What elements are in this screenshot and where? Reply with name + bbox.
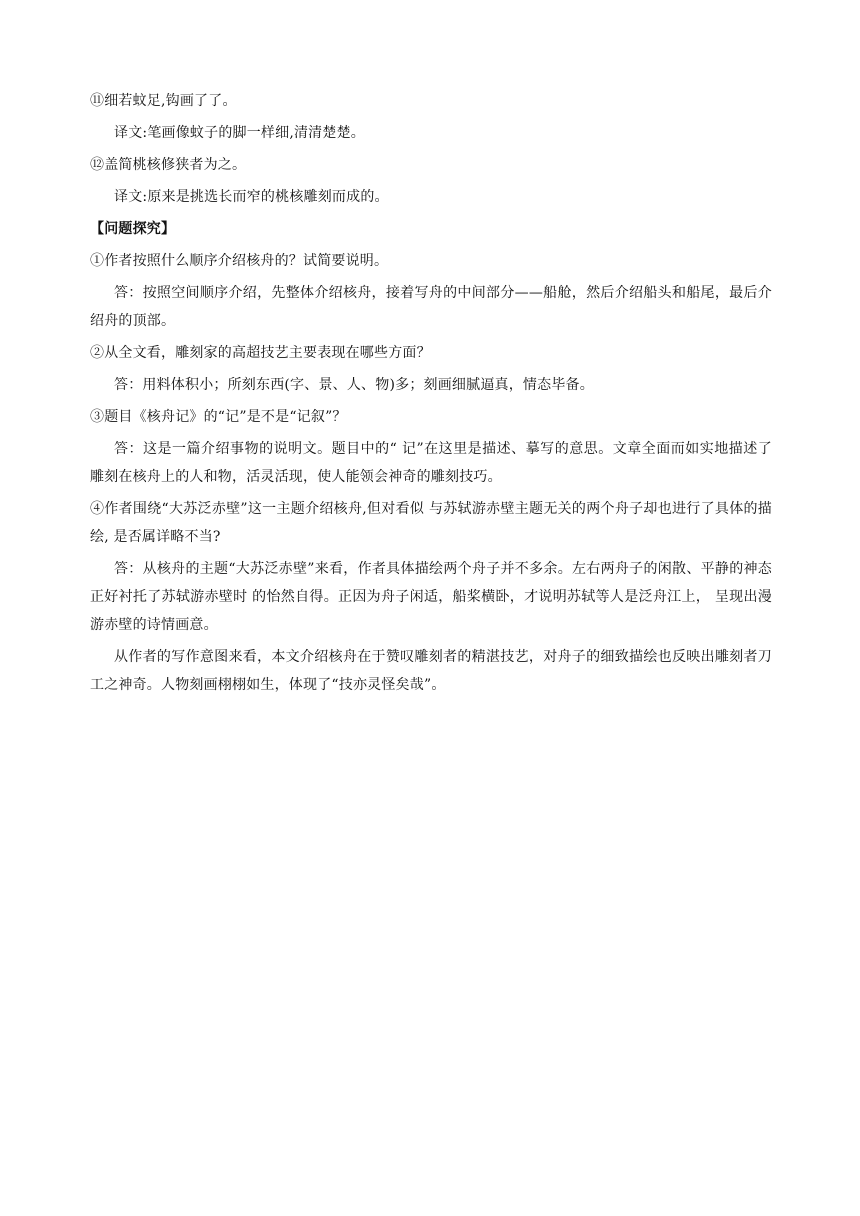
question-1: ①作者按照什么顺序介绍核舟的？试简要说明。: [90, 253, 389, 269]
answer-2: 答：用料体积小；所刻东西(字、景、人、物)多；刻画细腻逼真，情态毕备。: [114, 377, 594, 393]
note-original-12: ⑫盖简桃核修狭者为之。: [90, 157, 247, 173]
section-title: 【问题探究】: [90, 221, 176, 237]
answer-4: 答：从核舟的主题“大苏泛赤壁”来看，作者具体描绘两个舟子并不多余。左右两舟子的闲散、平静的神态正好衬托了苏轼游赤壁时 的怡然自得。正因为舟子闲适，船桨横卧，才说明苏轼等人是泛舟江上， 呈现出漫游赤壁的诗情画意。: [90, 561, 772, 633]
note-original-11: ⑪细若蚊足,钩画了了。: [90, 93, 237, 109]
answer-1: 答：按照空间顺序介绍，先整体介绍核舟，接着写舟的中间部分——船舱，然后介绍船头和船尾，最后介绍舟的顶部。: [90, 285, 772, 329]
question-3: ③题目《核舟记》的“记”是不是“记叙”？: [90, 409, 347, 425]
note-translation-11: 译文:笔画像蚊子的脚一样细,清清楚楚。: [114, 125, 365, 141]
question-2: ②从全文看，雕刻家的高超技艺主要表现在哪些方面？: [90, 345, 431, 361]
question-4: ④作者围绕“大苏泛赤壁”这一主题介绍核舟,但对看似 与苏轼游赤壁主题无关的两个舟子却也进行了具体的描绘, 是否属详略不当?: [90, 501, 772, 545]
answer-4-continued: 从作者的写作意图来看，本文介绍核舟在于赞叹雕刻者的精湛技艺，对舟子的细致描绘也反映出雕刻者刀工之神奇。人物刻画栩栩如生，体现了“技亦灵怪矣哉”。: [90, 649, 772, 693]
answer-3: 答：这是一篇介绍事物的说明文。题目中的“ 记”在这里是描述、摹写的意思。文章全面而如实地描述了雕刻在核舟上的人和物，活灵活现，使人能领会神奇的雕刻技巧。: [90, 441, 772, 485]
document-body: [90, 87, 772, 703]
note-translation-12: 译文:原来是挑选长而窄的桃核雕刻而成的。: [114, 189, 389, 205]
